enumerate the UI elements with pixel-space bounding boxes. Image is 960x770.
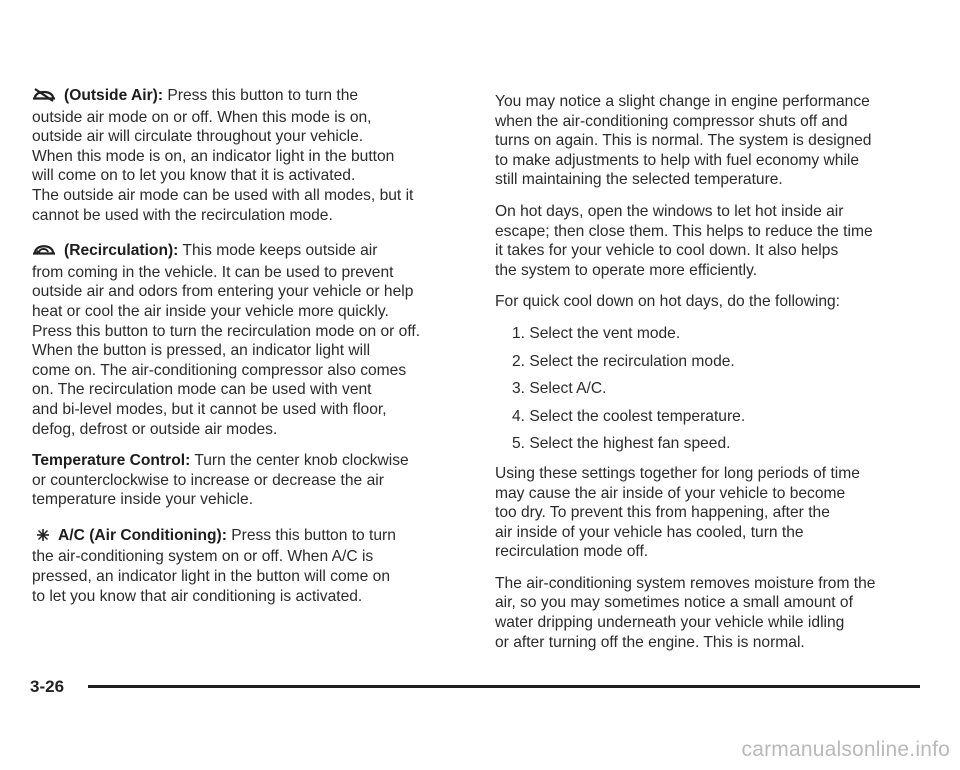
outside-air-heading: (Outside Air):: [64, 87, 164, 104]
snowflake-icon: [36, 528, 50, 548]
left-column: [32, 86, 472, 618]
temperature-control-heading: Temperature Control:: [32, 452, 191, 470]
hot-days-paragraph: On hot days, open the windows to let hot inside air escape; then close them. This helps to reduce the time it takes for your vehicle to cool down. It also helps the system to operate more efficiently.: [495, 202, 873, 279]
list-item: 3. Select A/C.: [512, 380, 607, 398]
list-item: 5. Select the highest fan speed.: [512, 435, 731, 453]
list-item: 2. Select the recirculation mode.: [512, 352, 735, 370]
ac-paragraph: A/C (Air Conditioning): Press this button to turn the air-conditioning system on or off. When A/C is pressed, an indicator light in the button will come on to let you know that air conditioning is activated.: [32, 526, 472, 606]
list-item: 4. Select the coolest temperature.: [512, 407, 746, 425]
outside-air-first-line: (Outside Air): Press this button to turn the: [32, 86, 472, 108]
engine-performance-paragraph: You may notice a slight change in engine performance when the air-conditioning compressor shuts off and turns on again. This is normal. The system is designed to make adjustments to help with fuel economy while still maintaining the selected temperature.: [495, 93, 872, 189]
moisture-paragraph: The air-conditioning system removes moisture from the air, so you may sometimes notice a small amount of water dripping underneath your vehicle while idling or after turning off the engine. This is normal.: [495, 574, 876, 651]
quick-cool-down-steps: [495, 324, 935, 454]
recirculation-icon: [32, 241, 56, 263]
right-column: [495, 92, 935, 664]
ac-heading: A/C (Air Conditioning):: [58, 526, 227, 544]
long-periods-paragraph: Using these settings together for long periods of time may cause the air inside of your vehicle to become too dry. To prevent this from happening, after the air inside of your vehicle has cooled, turn the recirculation mode off.: [495, 464, 860, 561]
recirculation-paragraph: (Recirculation): This mode keeps outside air from coming in the vehicle. It can be used to prevent outside air and odors from entering your vehicle or help heat or cool the air inside your vehicle more quickly. Press this button to turn the recirculation mode on or off. When the button is pressed, an indicator light will come on. The air-conditioning compressor also comes on. The recirculation mode can be used with vent and bi-level modes, but it cannot be used with floor, defog, defrost or outside air modes.: [32, 241, 472, 439]
temperature-control-paragraph: Temperature Control: Turn the center knob clockwise or counterclockwise to increase or decrease the air temperature inside your vehicle.: [32, 452, 409, 509]
ac-first-line: A/C (Air Conditioning): Press this button to turn: [32, 526, 472, 548]
footer-rule: [88, 685, 920, 688]
quick-cool-down-intro: For quick cool down on hot days, do the following:: [495, 293, 840, 311]
recirculation-first-line: (Recirculation): This mode keeps outside air: [32, 241, 472, 263]
page-number: 3-26: [30, 677, 65, 696]
outside-air-icon: [32, 87, 56, 108]
recirculation-heading: (Recirculation):: [64, 242, 179, 260]
watermark: carmanualsonline.info: [741, 738, 950, 761]
outside-air-paragraph: (Outside Air): Press this button to turn the outside air mode on or off. When this mode is on, outside air will circulate throughout your vehicle. When this mode is on, an indicator light in the button will come on to let you know that it is activated. The outside air mode can be used with all modes, but it cannot be used with the recirculation mode.: [32, 86, 472, 225]
list-item: 1. Select the vent mode.: [512, 324, 681, 342]
